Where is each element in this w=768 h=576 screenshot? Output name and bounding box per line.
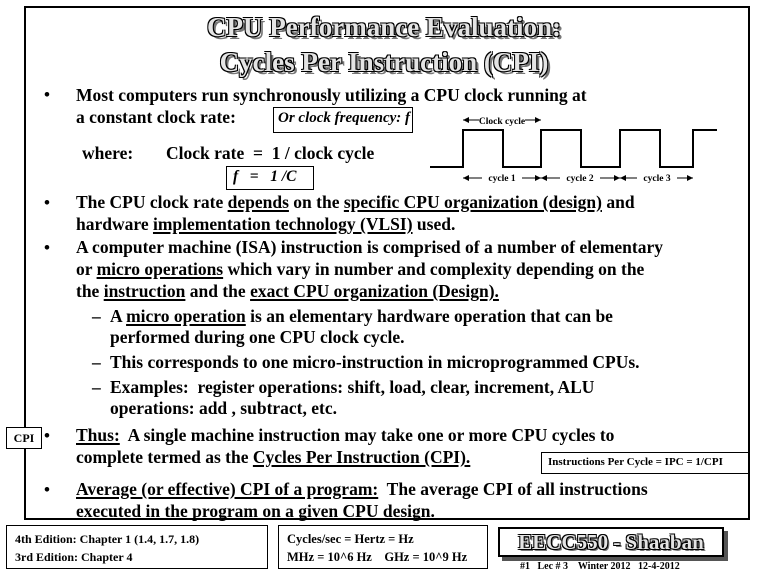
hertz-line1: Cycles/sec = Hertz = Hz [287,532,414,546]
cycle3-label: cycle 3 [643,174,671,184]
bullet-dot: • [44,85,50,104]
bullet5-line2: executed in the program on a given CPU design. [76,501,435,521]
hertz-line2: MHz = 10^6 Hz GHz = 10^9 Hz [287,550,468,564]
sub-bullet-dash: – [92,377,101,397]
bullet1-line1: Most computers run synchronously utilizing a CPU clock running at [76,85,587,105]
course-tag [498,527,724,557]
ipc-box: Instructions Per Cycle = IPC = 1/CPI [541,452,749,474]
arrow-head-right-icon [535,175,541,181]
sub-bullet1-line1: A micro operation is an elementary hardware operation that can be [110,306,613,326]
bullet5-line1: Average (or effective) CPI of a program: The average CPI of all instructions [76,479,648,499]
cycle1-label: cycle 1 [488,174,516,184]
sub-bullet1-line2: performed during one CPU clock cycle. [110,327,405,347]
cycle2-label: cycle 2 [566,174,594,184]
bullet2-line2: hardware implementation technology (VLSI) used. [76,214,456,234]
sub-bullet3-line2: operations: add , subtract, etc. [110,398,337,418]
arrow-head-right-icon [687,175,693,181]
sub-bullet-dash: – [92,352,101,372]
bullet3-line2: or micro operations which vary in number and complexity depending on the [76,259,645,279]
where-label: where: [82,143,134,163]
arrow-head-right-icon [535,117,541,123]
bullet4-line1: Thus: A single machine instruction may take one or more CPU cycles to [76,425,615,445]
bullet-dot: • [44,426,50,445]
sub-bullet2: This corresponds to one micro-instruction in microprogrammed CPUs. [110,352,640,372]
bullet-dot: • [44,193,50,212]
slide-title-line1: CPU Performance Evaluation: [207,12,561,42]
sub-bullet-dash: – [92,306,101,326]
clock-frequency-box: Or clock frequency: f [273,107,413,133]
bullet-dot: • [44,238,50,257]
arrow-head-left-icon [463,175,469,181]
edition-line2: 3rd Edition: Chapter 4 [15,550,133,564]
clock-cycle-label: Clock cycle [478,117,526,127]
edition-box [6,525,268,569]
slide-title-line2: Cycles Per Instruction (CPI) [219,47,549,77]
clock-waveform [430,130,717,167]
arrow-head-left-icon [620,175,626,181]
bullet3-line3: the instruction and the exact CPU organization (Design). [76,281,499,301]
bullet2-line1: The CPU clock rate depends on the specific CPU organization (design) and [76,192,635,212]
clock-waveform-diagram [425,112,725,188]
hertz-box [278,525,488,569]
bullet-dot: • [44,480,50,499]
frequency-formula: f = 1 /C [233,168,297,185]
bullet4-line2: complete termed as the Cycles Per Instruction (CPI). [76,447,471,467]
bullet1-line2: a constant clock rate: [76,107,236,127]
frequency-formula-box [226,166,314,190]
edition-line1: 4th Edition: Chapter 1 (1.4, 1.7, 1.8) [15,532,200,546]
clock-rate-formula: Clock rate = 1 / clock cycle [166,143,375,163]
bullet3-line1: A computer machine (ISA) instruction is comprised of a number of elementary [76,237,664,257]
arrow-head-left-icon [541,175,547,181]
slide-footer: #1 Lec # 3 Winter 2012 12-4-2012 [520,561,680,572]
cpi-tag: CPI [6,427,42,449]
sub-bullet3-line1: Examples: register operations: shift, load, clear, increment, ALU [110,377,595,397]
course-tag-label: EECC550 - Shaaban [518,530,704,554]
arrow-head-left-icon [463,117,469,123]
arrow-head-right-icon [614,175,620,181]
